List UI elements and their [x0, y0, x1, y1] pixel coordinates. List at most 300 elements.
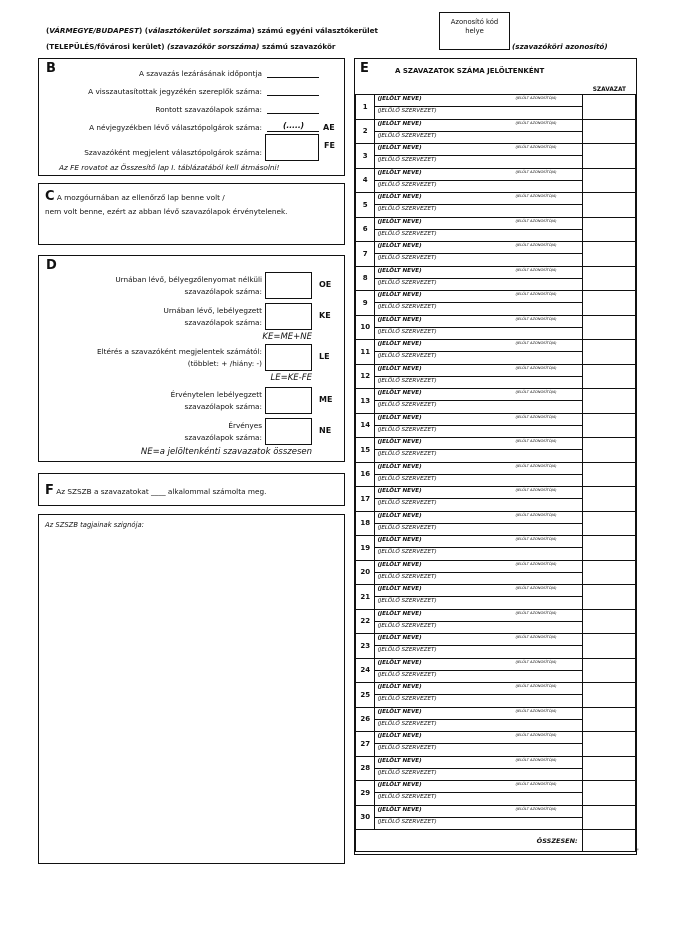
- candidate-name: (JELÖLT NEVE): [377, 463, 422, 470]
- candidate-number: 17: [356, 487, 375, 512]
- candidate-row: [356, 291, 636, 316]
- candidate-name: (JELÖLT NEVE): [377, 145, 422, 151]
- candidate-name: (JELÖLT NEVE): [377, 586, 422, 592]
- candidate-number: 9: [356, 291, 375, 316]
- candidate-name: (JELÖLT NEVE): [377, 488, 422, 494]
- candidate-number: 3: [356, 144, 375, 169]
- candidate-cell: [375, 707, 582, 732]
- me-code: ME: [319, 395, 333, 404]
- candidate-org: (JELÖLŐ SZERVEZET): [377, 181, 437, 188]
- candidate-number: 24: [356, 658, 375, 683]
- candidate-name: (JELÖLT NEVE): [377, 267, 422, 274]
- candidate-number: 6: [356, 217, 375, 242]
- section-d: [38, 255, 345, 462]
- candidate-org: (JELÖLŐ SZERVEZET): [377, 573, 437, 580]
- ne-label-1: Érvényes: [228, 421, 262, 430]
- candidate-vote-field[interactable]: [582, 389, 635, 414]
- section-c-text-1: C A mozgóurnában az ellenőrző lap benne volt /: [45, 189, 225, 204]
- candidate-cell: [375, 462, 582, 487]
- candidate-number: 7: [356, 242, 375, 267]
- candidate-id: (JELÖLT AZONOSÍTÓJA): [515, 733, 557, 737]
- candidate-org: (JELÖLŐ SZERVEZET): [377, 769, 437, 776]
- candidate-row: [356, 438, 636, 463]
- candidate-separator: [375, 817, 581, 818]
- candidate-name: (JELÖLT NEVE): [377, 414, 422, 421]
- candidate-row: [356, 95, 636, 120]
- candidate-vote-field[interactable]: [582, 805, 635, 830]
- candidate-name: (JELÖLT NEVE): [377, 439, 422, 445]
- candidate-row: [356, 707, 636, 732]
- candidate-cell: [375, 560, 582, 585]
- candidate-separator: [375, 572, 581, 573]
- oe-label-1: Urnában lévő, bélyegzőlenyomat nélküli: [115, 275, 262, 284]
- candidate-name: (JELÖLT NEVE): [377, 120, 422, 127]
- candidate-id: (JELÖLT AZONOSÍTÓJA): [515, 96, 557, 100]
- candidate-vote-field[interactable]: [582, 707, 635, 732]
- spoiled-count-label: Rontott szavazólapok száma:: [155, 105, 262, 114]
- candidate-name: (JELÖLT NEVE): [377, 169, 422, 176]
- candidate-org: (JELÖLŐ SZERVEZET): [377, 549, 437, 555]
- candidate-id: (JELÖLT AZONOSÍTÓJA): [515, 806, 557, 811]
- candidate-org: (JELÖLŐ SZERVEZET): [377, 794, 437, 800]
- candidate-number: 22: [356, 609, 375, 634]
- ne-box[interactable]: [265, 418, 312, 445]
- candidate-separator: [375, 376, 581, 377]
- candidate-separator: [375, 204, 581, 205]
- candidate-name: (JELÖLT NEVE): [377, 733, 422, 739]
- candidate-separator: [375, 106, 581, 107]
- oe-label-2: szavazólapok száma:: [184, 287, 262, 296]
- ke-box[interactable]: [265, 303, 312, 330]
- candidate-number: 2: [356, 119, 375, 144]
- candidate-row: [356, 193, 636, 218]
- candidate-number: 28: [356, 756, 375, 781]
- candidate-row: [356, 462, 636, 487]
- fe-code: FE: [324, 141, 335, 150]
- ae-code: AE: [323, 123, 335, 132]
- ne-code: NE: [319, 426, 332, 435]
- candidate-vote-field[interactable]: [582, 242, 635, 267]
- candidate-vote-field[interactable]: [582, 119, 635, 144]
- fe-note: Az FE rovatot az Összesítő lap I. táblázatából kell átmásolni!: [59, 163, 280, 172]
- candidate-cell: [375, 683, 582, 708]
- closing-time-field[interactable]: [267, 77, 319, 78]
- candidate-name: (JELÖLT NEVE): [377, 806, 422, 813]
- candidate-vote-field[interactable]: [582, 536, 635, 561]
- candidate-id: (JELÖLT AZONOSÍTÓJA): [515, 120, 557, 125]
- section-f-text: F Az SZSZB a szavazatokat ____ alkalommal számolta meg.: [45, 483, 267, 498]
- candidate-id: (JELÖLT AZONOSÍTÓJA): [515, 757, 557, 762]
- candidate-name: (JELÖLT NEVE): [377, 292, 422, 298]
- candidate-org: (JELÖLŐ SZERVEZET): [377, 598, 437, 604]
- candidate-separator: [375, 327, 581, 328]
- candidate-id: (JELÖLT AZONOSÍTÓJA): [515, 439, 557, 443]
- candidate-vote-field[interactable]: [582, 217, 635, 242]
- fe-box[interactable]: [265, 134, 319, 161]
- candidate-cell: [375, 536, 582, 561]
- candidate-org: (JELÖLŐ SZERVEZET): [377, 426, 437, 433]
- candidate-cell: [375, 781, 582, 806]
- candidate-id: (JELÖLT AZONOSÍTÓJA): [515, 390, 557, 394]
- candidate-number: 19: [356, 536, 375, 561]
- candidate-separator: [375, 621, 581, 622]
- candidate-cell: [375, 193, 582, 218]
- candidate-cell: [375, 413, 582, 438]
- candidate-row: [356, 683, 636, 708]
- candidate-id: (JELÖLT AZONOSÍTÓJA): [515, 169, 557, 174]
- candidate-cell: [375, 364, 582, 389]
- candidate-number: 30: [356, 805, 375, 830]
- le-formula: LE=KE-FE: [270, 373, 312, 383]
- le-label-1: Eltérés a szavazóként megjelentek számától:: [97, 347, 262, 356]
- candidate-cell: [375, 634, 582, 659]
- candidate-id: (JELÖLT AZONOSÍTÓJA): [515, 243, 557, 247]
- candidate-org: (JELÖLŐ SZERVEZET): [377, 696, 437, 702]
- candidate-cell: [375, 487, 582, 512]
- candidate-cell: [375, 438, 582, 463]
- candidate-cell: [375, 217, 582, 242]
- candidate-row: [356, 658, 636, 683]
- id-code-box: Azonosító kód helye: [439, 12, 510, 50]
- candidate-org: (JELÖLŐ SZERVEZET): [377, 500, 437, 506]
- candidate-vote-field[interactable]: [582, 658, 635, 683]
- candidate-name: (JELÖLT NEVE): [377, 757, 422, 764]
- candidate-org: (JELÖLŐ SZERVEZET): [377, 206, 437, 212]
- candidate-row: [356, 487, 636, 512]
- oe-box[interactable]: [265, 272, 312, 299]
- rejected-count-field[interactable]: [267, 95, 319, 96]
- candidate-org: (JELÖLŐ SZERVEZET): [377, 279, 437, 286]
- candidate-row: [356, 536, 636, 561]
- candidate-vote-field[interactable]: [582, 683, 635, 708]
- candidate-org: (JELÖLŐ SZERVEZET): [377, 622, 437, 629]
- candidate-separator: [375, 253, 581, 254]
- section-b-letter: B: [46, 61, 56, 76]
- total-vote-field[interactable]: [582, 830, 635, 852]
- candidate-id: (JELÖLT AZONOSÍTÓJA): [515, 782, 557, 786]
- candidate-number: 15: [356, 438, 375, 463]
- candidate-name: (JELÖLT NEVE): [377, 341, 422, 347]
- candidate-name: (JELÖLT NEVE): [377, 96, 422, 102]
- candidate-name: (JELÖLT NEVE): [377, 243, 422, 249]
- candidate-org: (JELÖLŐ SZERVEZET): [377, 304, 437, 310]
- candidate-number: 25: [356, 683, 375, 708]
- candidate-org: (JELÖLŐ SZERVEZET): [377, 353, 437, 359]
- candidate-name: (JELÖLT NEVE): [377, 561, 422, 568]
- candidate-id: (JELÖLT AZONOSÍTÓJA): [515, 488, 557, 492]
- candidate-id: (JELÖLT AZONOSÍTÓJA): [515, 684, 557, 688]
- closing-time-label: A szavazás lezárásának időpontja: [138, 69, 262, 78]
- candidate-name: (JELÖLT NEVE): [377, 316, 422, 323]
- candidate-row: [356, 242, 636, 267]
- voters-appeared-label: Szavazóként megjelent választópolgárok száma:: [84, 148, 262, 157]
- candidate-separator: [375, 400, 581, 401]
- candidate-id: (JELÖLT AZONOSÍTÓJA): [515, 586, 557, 590]
- candidate-vote-field[interactable]: [582, 634, 635, 659]
- candidate-id: (JELÖLT AZONOSÍTÓJA): [515, 512, 557, 517]
- candidate-row: [356, 732, 636, 757]
- candidate-org: (JELÖLŐ SZERVEZET): [377, 818, 437, 825]
- candidate-id: (JELÖLT AZONOSÍTÓJA): [515, 292, 557, 296]
- ke-code: KE: [319, 311, 331, 320]
- rejected-count-label: A visszautasítottak jegyzékén szereplők száma:: [88, 87, 262, 96]
- candidate-cell: [375, 340, 582, 365]
- me-label-1: Érvénytelen lebélyegzett: [170, 390, 262, 399]
- candidate-separator: [375, 596, 581, 597]
- candidate-number: 8: [356, 266, 375, 291]
- candidate-separator: [375, 523, 581, 524]
- candidate-number: 27: [356, 732, 375, 757]
- candidate-number: 20: [356, 560, 375, 585]
- candidate-cell: [375, 242, 582, 267]
- candidate-number: 23: [356, 634, 375, 659]
- candidate-name: (JELÖLT NEVE): [377, 537, 422, 543]
- ae-value: (.....): [283, 121, 305, 130]
- candidate-name: (JELÖLT NEVE): [377, 610, 422, 617]
- footer-mark: ": [636, 848, 639, 855]
- candidate-cell: [375, 291, 582, 316]
- candidate-org: (JELÖLŐ SZERVEZET): [377, 671, 437, 678]
- candidate-number: 21: [356, 585, 375, 610]
- registered-voters-field[interactable]: [267, 131, 319, 132]
- candidate-separator: [375, 792, 581, 793]
- candidate-vote-field[interactable]: [582, 315, 635, 340]
- candidate-separator: [375, 155, 581, 156]
- candidate-id: (JELÖLT AZONOSÍTÓJA): [515, 365, 557, 370]
- candidate-id: (JELÖLT AZONOSÍTÓJA): [515, 145, 557, 149]
- candidate-separator: [375, 474, 581, 475]
- candidate-id: (JELÖLT AZONOSÍTÓJA): [515, 341, 557, 345]
- candidate-id: (JELÖLT AZONOSÍTÓJA): [515, 537, 557, 541]
- section-e-title: A SZAVAZATOK SZÁMA JELÖLTENKÉNT: [395, 67, 545, 75]
- candidate-row: [356, 756, 636, 781]
- candidate-row: [356, 119, 636, 144]
- candidate-cell: [375, 805, 582, 830]
- candidate-number: 10: [356, 315, 375, 340]
- header-line-1: (VÁRMEGYE/BUDAPEST) (választókerület sorszáma) számú egyéni választókerület: [46, 26, 378, 35]
- candidate-org: (JELÖLŐ SZERVEZET): [377, 451, 437, 457]
- candidate-vote-field[interactable]: [582, 756, 635, 781]
- candidate-separator: [375, 449, 581, 450]
- candidate-org: (JELÖLŐ SZERVEZET): [377, 255, 437, 261]
- candidate-name: (JELÖLT NEVE): [377, 512, 422, 519]
- candidate-separator: [375, 278, 581, 279]
- candidate-vote-field[interactable]: [582, 462, 635, 487]
- candidate-org: (JELÖLŐ SZERVEZET): [377, 745, 437, 751]
- candidate-vote-field[interactable]: [582, 168, 635, 193]
- total-label: ÖSSZESEN:: [356, 830, 583, 852]
- section-f: [38, 473, 345, 506]
- candidate-number: 12: [356, 364, 375, 389]
- candidate-org: (JELÖLŐ SZERVEZET): [377, 108, 437, 114]
- candidate-vote-field[interactable]: [582, 144, 635, 169]
- candidate-number: 29: [356, 781, 375, 806]
- spoiled-count-field[interactable]: [267, 113, 319, 114]
- candidate-vote-field[interactable]: [582, 364, 635, 389]
- ne-label-2: szavazólapok száma:: [184, 433, 262, 442]
- candidate-org: (JELÖLŐ SZERVEZET): [377, 524, 437, 531]
- candidate-id: (JELÖLT AZONOSÍTÓJA): [515, 610, 557, 615]
- candidate-separator: [375, 302, 581, 303]
- candidate-cell: [375, 389, 582, 414]
- candidate-vote-field[interactable]: [582, 291, 635, 316]
- candidate-row: [356, 511, 636, 536]
- candidate-cell: [375, 144, 582, 169]
- candidate-vote-field[interactable]: [582, 732, 635, 757]
- candidate-id: (JELÖLT AZONOSÍTÓJA): [515, 561, 557, 566]
- signature-label: Az SZSZB tagjainak szignója:: [45, 521, 144, 529]
- candidate-org: (JELÖLŐ SZERVEZET): [377, 402, 437, 408]
- candidate-separator: [375, 743, 581, 744]
- candidate-number: 1: [356, 95, 375, 120]
- candidate-row: [356, 585, 636, 610]
- candidate-cell: [375, 95, 582, 120]
- candidate-number: 5: [356, 193, 375, 218]
- candidate-separator: [375, 498, 581, 499]
- section-d-letter: D: [46, 258, 57, 273]
- candidate-id: (JELÖLT AZONOSÍTÓJA): [515, 194, 557, 198]
- candidate-row: [356, 217, 636, 242]
- candidate-cell: [375, 609, 582, 634]
- ne-formula: NE=a jelöltenkénti szavazatok összesen: [140, 447, 312, 457]
- candidate-id: (JELÖLT AZONOSÍTÓJA): [515, 414, 557, 419]
- registered-voters-label: A névjegyzékben lévő választópolgárok száma:: [89, 123, 262, 132]
- candidate-name: (JELÖLT NEVE): [377, 390, 422, 396]
- candidate-vote-field[interactable]: [582, 266, 635, 291]
- candidate-number: 18: [356, 511, 375, 536]
- candidate-row: [356, 266, 636, 291]
- candidate-separator: [375, 645, 581, 646]
- candidate-cell: [375, 315, 582, 340]
- candidate-org: (JELÖLŐ SZERVEZET): [377, 377, 437, 384]
- candidate-table: [355, 94, 636, 852]
- candidate-cell: [375, 168, 582, 193]
- candidate-separator: [375, 180, 581, 181]
- candidate-row: [356, 168, 636, 193]
- candidate-row: [356, 340, 636, 365]
- candidate-number: 16: [356, 462, 375, 487]
- candidate-org: (JELÖLŐ SZERVEZET): [377, 328, 437, 335]
- candidate-vote-field[interactable]: [582, 560, 635, 585]
- oe-code: OE: [319, 280, 332, 289]
- candidate-separator: [375, 670, 581, 671]
- ke-label-2: szavazólapok száma:: [184, 318, 262, 327]
- candidate-name: (JELÖLT NEVE): [377, 708, 422, 715]
- candidate-name: (JELÖLT NEVE): [377, 218, 422, 225]
- candidate-id: (JELÖLT AZONOSÍTÓJA): [515, 659, 557, 664]
- candidate-separator: [375, 425, 581, 426]
- candidate-separator: [375, 351, 581, 352]
- candidate-separator: [375, 694, 581, 695]
- total-row: [356, 830, 636, 852]
- candidate-name: (JELÖLT NEVE): [377, 635, 422, 641]
- candidate-separator: [375, 547, 581, 548]
- candidate-row: [356, 315, 636, 340]
- candidate-vote-field[interactable]: [582, 95, 635, 120]
- candidate-vote-field[interactable]: [582, 413, 635, 438]
- candidate-number: 4: [356, 168, 375, 193]
- candidate-row: [356, 389, 636, 414]
- candidate-org: (JELÖLŐ SZERVEZET): [377, 475, 437, 482]
- header-line-2: (TELEPÜLÉS/fővárosi kerület) (szavazókör sorszáma) számú szavazókör: [46, 42, 336, 51]
- candidate-cell: [375, 266, 582, 291]
- section-c-text-2: nem volt benne, ezért az abban lévő szavazólapok érvénytelenek.: [45, 207, 288, 216]
- candidate-number: 13: [356, 389, 375, 414]
- candidate-name: (JELÖLT NEVE): [377, 194, 422, 200]
- candidate-vote-field[interactable]: [582, 438, 635, 463]
- candidate-cell: [375, 732, 582, 757]
- candidate-vote-field[interactable]: [582, 193, 635, 218]
- candidate-org: (JELÖLŐ SZERVEZET): [377, 230, 437, 237]
- candidate-id: (JELÖLT AZONOSÍTÓJA): [515, 463, 557, 468]
- candidate-vote-field[interactable]: [582, 609, 635, 634]
- candidate-id: (JELÖLT AZONOSÍTÓJA): [515, 635, 557, 639]
- candidate-name: (JELÖLT NEVE): [377, 659, 422, 666]
- candidate-id: (JELÖLT AZONOSÍTÓJA): [515, 708, 557, 713]
- candidate-vote-field[interactable]: [582, 511, 635, 536]
- candidate-separator: [375, 229, 581, 230]
- candidate-row: [356, 144, 636, 169]
- candidate-separator: [375, 131, 581, 132]
- section-e-letter: E: [360, 61, 369, 76]
- candidate-cell: [375, 658, 582, 683]
- candidate-cell: [375, 119, 582, 144]
- candidate-cell: [375, 756, 582, 781]
- signature-area[interactable]: [38, 514, 345, 864]
- candidate-id: (JELÖLT AZONOSÍTÓJA): [515, 316, 557, 321]
- candidate-row: [356, 364, 636, 389]
- candidate-vote-field[interactable]: [582, 585, 635, 610]
- candidate-separator: [375, 768, 581, 769]
- candidate-number: 26: [356, 707, 375, 732]
- candidate-row: [356, 413, 636, 438]
- section-c: [38, 183, 345, 245]
- candidate-row: [356, 805, 636, 830]
- candidate-cell: [375, 585, 582, 610]
- candidate-vote-field[interactable]: [582, 487, 635, 512]
- le-label-2: (többlet: + /hiány: -): [187, 359, 262, 368]
- candidate-name: (JELÖLT NEVE): [377, 782, 422, 788]
- candidate-separator: [375, 719, 581, 720]
- candidate-row: [356, 634, 636, 659]
- candidate-org: (JELÖLŐ SZERVEZET): [377, 720, 437, 727]
- me-box[interactable]: [265, 387, 312, 414]
- candidate-org: (JELÖLŐ SZERVEZET): [377, 157, 437, 163]
- candidate-vote-field[interactable]: [582, 781, 635, 806]
- candidate-row: [356, 781, 636, 806]
- candidate-org: (JELÖLŐ SZERVEZET): [377, 647, 437, 653]
- ke-label-1: Urnában lévő, lebélyegzett: [163, 306, 262, 315]
- candidate-name: (JELÖLT NEVE): [377, 365, 422, 372]
- candidate-number: 14: [356, 413, 375, 438]
- candidate-cell: [375, 511, 582, 536]
- le-box[interactable]: [265, 344, 312, 371]
- candidate-name: (JELÖLT NEVE): [377, 684, 422, 690]
- candidate-row: [356, 609, 636, 634]
- le-code: LE: [319, 352, 330, 361]
- vote-column-header: SZAVAZAT: [592, 87, 626, 93]
- candidate-id: (JELÖLT AZONOSÍTÓJA): [515, 218, 557, 223]
- candidate-row: [356, 560, 636, 585]
- station-id: (szavazóköri azonosító): [512, 42, 608, 51]
- ke-formula: KE=ME+NE: [262, 332, 312, 342]
- candidate-id: (JELÖLT AZONOSÍTÓJA): [515, 267, 557, 272]
- section-b: [38, 58, 345, 176]
- candidate-org: (JELÖLŐ SZERVEZET): [377, 132, 437, 139]
- candidate-vote-field[interactable]: [582, 340, 635, 365]
- candidate-number: 11: [356, 340, 375, 365]
- me-label-2: szavazólapok száma:: [184, 402, 262, 411]
